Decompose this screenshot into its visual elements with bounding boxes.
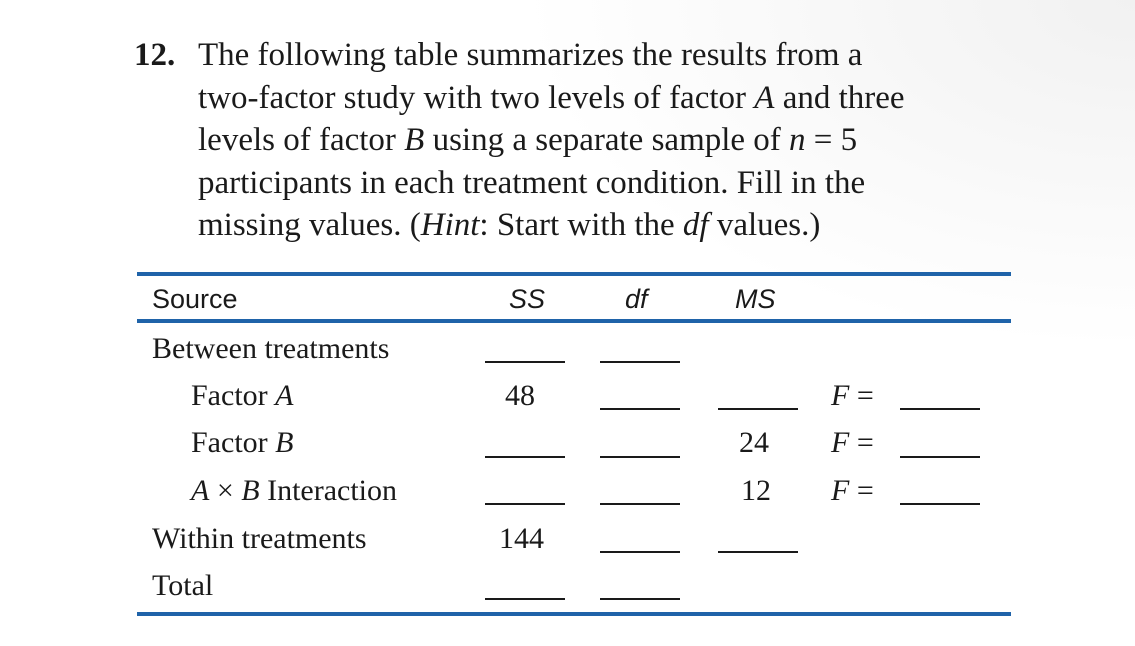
f-equals: =	[849, 379, 874, 412]
f-symbol: F	[831, 474, 850, 507]
interaction-var-a: A	[191, 474, 210, 507]
problem-statement	[134, 34, 1014, 247]
f-symbol: F	[831, 426, 850, 459]
hint-word: Hint	[420, 207, 480, 243]
row-between-label: Between treatments	[152, 332, 390, 365]
times-symbol: ×	[209, 474, 242, 507]
table-header-rule	[137, 319, 1011, 323]
problem-line-2-tail: and three	[774, 79, 905, 116]
blank-factor-b-df[interactable]	[600, 456, 680, 458]
problem-line-5-tail: values.)	[708, 207, 821, 243]
blank-total-df[interactable]	[600, 598, 680, 600]
interaction-var-b: B	[241, 474, 260, 507]
factor-a-prefix: Factor	[191, 379, 276, 412]
df-word: df	[682, 207, 709, 243]
f-equals: =	[849, 474, 874, 507]
f-symbol: F	[831, 379, 850, 412]
row-factor-b-label	[191, 426, 293, 460]
blank-interaction-ss[interactable]	[485, 503, 565, 505]
problem-line-3-tail: = 5	[805, 122, 858, 158]
blank-factor-b-f[interactable]	[900, 456, 980, 458]
blank-factor-a-df[interactable]	[600, 408, 680, 410]
row-interaction-label	[191, 474, 397, 508]
blank-interaction-f[interactable]	[900, 503, 980, 505]
factor-b-f-label	[831, 426, 874, 460]
blank-factor-b-ss[interactable]	[485, 456, 565, 458]
problem-number: 12.	[134, 37, 176, 73]
blank-interaction-df[interactable]	[600, 503, 680, 505]
header-source: Source	[152, 284, 238, 314]
blank-total-ss[interactable]	[485, 598, 565, 600]
within-ss: 144	[499, 522, 544, 555]
blank-within-ms[interactable]	[718, 551, 798, 553]
table-top-rule	[137, 272, 1011, 276]
f-equals: =	[849, 426, 874, 459]
problem-line-2-text: two-factor study with two levels of factor	[198, 79, 747, 116]
problem-line-4: participants in each treatment condition. Fill in the	[198, 164, 866, 201]
blank-between-df[interactable]	[600, 361, 680, 363]
blank-between-ss[interactable]	[485, 361, 565, 363]
factor-a-f-label	[831, 379, 874, 413]
row-total-label: Total	[152, 569, 214, 602]
blank-within-df[interactable]	[600, 551, 680, 553]
blank-factor-a-f[interactable]	[900, 408, 980, 410]
problem-line-5	[198, 204, 1014, 247]
factor-b-label-var: B	[275, 426, 294, 459]
problem-line-5-mid: : Start with the	[479, 207, 683, 243]
interaction-tail: Interaction	[259, 474, 398, 507]
factor-b-var: B	[404, 122, 425, 158]
interaction-ms: 12	[741, 474, 771, 507]
factor-b-ms: 24	[739, 426, 769, 459]
factor-b-prefix: Factor	[191, 426, 276, 459]
problem-line-1: The following table summarizes the results from a	[198, 37, 863, 73]
factor-a-label-var: A	[275, 379, 294, 412]
anova-table	[137, 272, 1011, 622]
problem-line-5-text: missing values. (	[198, 207, 421, 243]
row-factor-a-label	[191, 379, 293, 413]
n-var: n	[789, 122, 806, 158]
problem-line-2	[198, 77, 1014, 120]
header-ss: SS	[509, 284, 546, 314]
table-bottom-rule	[137, 612, 1011, 616]
problem-line-3	[198, 119, 1014, 162]
interaction-f-label	[831, 474, 874, 508]
blank-factor-a-ms[interactable]	[718, 408, 798, 410]
row-within-label: Within treatments	[152, 522, 367, 555]
header-ms: MS	[735, 284, 776, 314]
problem-line-3-text: levels of factor	[198, 122, 396, 158]
factor-a-ss: 48	[505, 379, 535, 412]
factor-a-var: A	[754, 79, 775, 116]
problem-line-3-mid: using a separate sample of	[424, 122, 790, 158]
header-df: df	[625, 284, 648, 314]
